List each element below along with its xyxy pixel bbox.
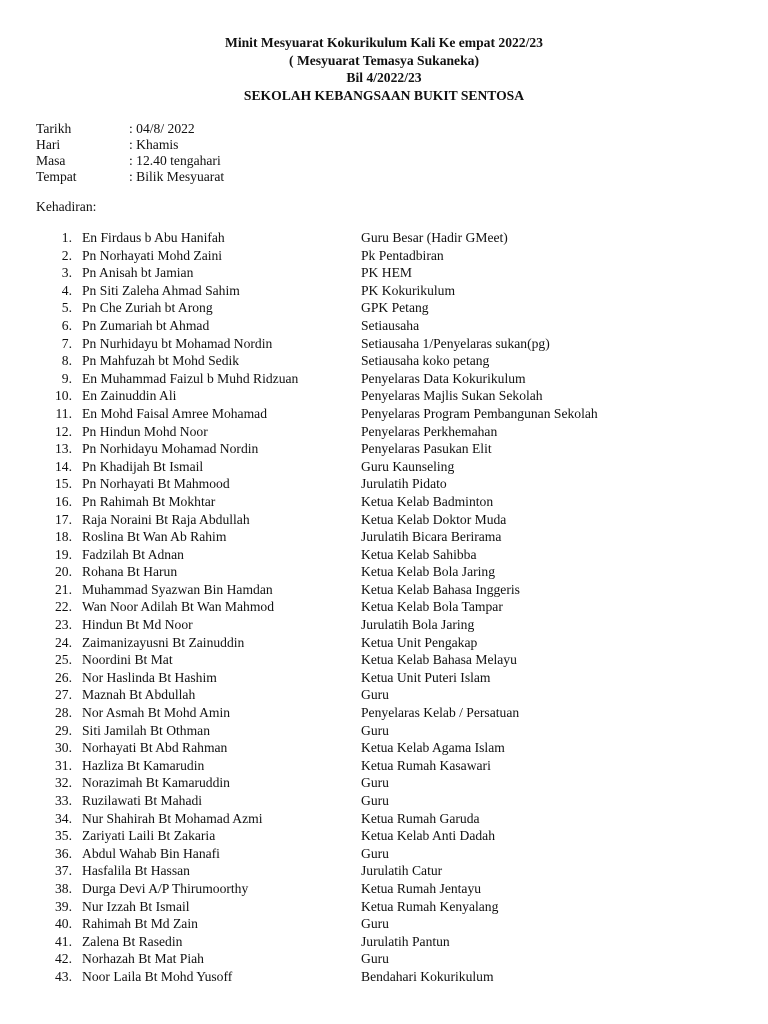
- attendee-name: Pn Khadijah Bt Ismail: [82, 458, 204, 474]
- attendee-row: [0, 370, 768, 388]
- meta-value: : Khamis: [129, 137, 179, 152]
- attendee-name: Durga Devi A/P Thirumoorthy: [82, 880, 249, 896]
- attendee-name: Maznah Bt Abdullah: [82, 687, 196, 703]
- attendee-row: [0, 933, 768, 951]
- attendee-name: Hazliza Bt Kamarudin: [82, 757, 205, 773]
- attendee-name: En Firdaus b Abu Hanifah: [82, 230, 225, 245]
- attendee-row: [0, 511, 768, 529]
- attendee-row: [0, 739, 768, 757]
- attendee-role: Ketua Kelab Bahasa Inggeris: [361, 581, 520, 597]
- attendee-row: [0, 299, 768, 317]
- attendee-row: [0, 704, 768, 722]
- attendee-role: Ketua Kelab Sahibba: [361, 546, 477, 562]
- attendee-role: Penyelaras Program Pembangunan Sekolah: [361, 405, 598, 421]
- attendee-role: Jurulatih Pantun: [361, 933, 450, 949]
- attendee-number: 25.: [55, 652, 72, 668]
- attendee-row: [0, 264, 768, 282]
- attendee-role: Setiausaha 1/Penyelaras sukan(pg): [361, 335, 550, 351]
- attendee-number: 42.: [55, 951, 72, 967]
- attendee-number: 9.: [61, 370, 72, 386]
- attendee-row: [0, 950, 768, 968]
- attendee-role: Guru: [361, 916, 389, 932]
- attendee-row: [0, 317, 768, 335]
- attendee-number: 16.: [55, 493, 72, 509]
- attendee-number: 32.: [55, 775, 72, 791]
- attendee-role: Guru: [361, 951, 389, 967]
- attendee-row: [0, 757, 768, 775]
- attendee-number: 8.: [61, 353, 72, 369]
- attendee-list: [0, 229, 768, 986]
- attendee-row: [0, 810, 768, 828]
- attendee-row: [0, 651, 768, 669]
- attendee-name: Pn Rahimah Bt Mokhtar: [82, 493, 216, 509]
- attendee-row: [0, 616, 768, 634]
- attendee-row: [0, 792, 768, 810]
- title-line-1: Minit Mesyuarat Kokurikulum Kali Ke empat 2022/23: [225, 35, 543, 50]
- document-title: [0, 34, 768, 104]
- attendee-number: 41.: [55, 933, 72, 949]
- attendee-row: [0, 898, 768, 916]
- attendee-row: [0, 774, 768, 792]
- attendee-number: 23.: [55, 617, 72, 633]
- attendee-role: Penyelaras Data Kokurikulum: [361, 370, 526, 386]
- attendee-role: Penyelaras Majlis Sukan Sekolah: [361, 388, 543, 404]
- attendee-name: Pn Norhayati Mohd Zaini: [82, 247, 223, 263]
- attendee-number: 15.: [55, 476, 72, 492]
- attendee-role: Penyelaras Perkhemahan: [361, 423, 498, 439]
- attendee-role: Ketua Kelab Bahasa Melayu: [361, 652, 517, 668]
- attendee-row: [0, 493, 768, 511]
- attendee-row: [0, 546, 768, 564]
- attendee-name: Nor Asmah Bt Mohd Amin: [82, 705, 231, 721]
- attendee-row: [0, 669, 768, 687]
- attendee-name: Nor Haslinda Bt Hashim: [82, 669, 217, 685]
- attendee-name: Siti Jamilah Bt Othman: [82, 722, 211, 738]
- attendee-number: 38.: [55, 880, 72, 896]
- attendee-number: 5.: [61, 300, 72, 316]
- attendee-number: 35.: [55, 828, 72, 844]
- meta-label: Tempat: [36, 169, 77, 184]
- attendee-name: Zariyati Laili Bt Zakaria: [82, 828, 216, 844]
- attendee-role: Ketua Rumah Garuda: [361, 810, 480, 826]
- attendee-row: [0, 581, 768, 599]
- meta-label: Hari: [36, 137, 61, 152]
- attendee-role: Guru: [361, 793, 389, 808]
- attendee-number: 31.: [55, 757, 72, 773]
- attendee-role: Guru Kaunseling: [361, 458, 455, 474]
- attendee-row: [0, 827, 768, 845]
- attendee-name: Rohana Bt Harun: [82, 564, 178, 580]
- attendee-row: [0, 440, 768, 458]
- attendee-name: Pn Norhidayu Mohamad Nordin: [82, 441, 259, 457]
- attendee-name: Pn Mahfuzah bt Mohd Sedik: [82, 353, 240, 369]
- attendee-name: Norazimah Bt Kamaruddin: [82, 775, 230, 791]
- attendance-heading: Kehadiran:: [36, 199, 97, 214]
- meta-value: : Bilik Mesyuarat: [129, 169, 225, 184]
- attendee-number: 20.: [55, 564, 72, 580]
- attendee-row: [0, 335, 768, 353]
- attendee-row: [0, 405, 768, 423]
- attendee-name: Pn Nurhidayu bt Mohamad Nordin: [82, 335, 273, 351]
- attendee-row: [0, 352, 768, 370]
- attendee-row: [0, 563, 768, 581]
- attendee-row: [0, 423, 768, 441]
- attendee-row: [0, 634, 768, 652]
- attendee-name: Noor Laila Bt Mohd Yusoff: [82, 968, 233, 984]
- attendee-row: [0, 880, 768, 898]
- attendee-number: 3.: [61, 265, 72, 281]
- attendee-role: Guru: [361, 722, 389, 738]
- attendee-role: Jurulatih Bicara Berirama: [361, 529, 502, 545]
- attendee-name: Norhayati Bt Abd Rahman: [82, 740, 228, 756]
- attendee-number: 14.: [55, 458, 72, 474]
- attendee-row: [0, 229, 768, 247]
- attendee-name: En Zainuddin Ali: [82, 388, 177, 404]
- attendee-role: Guru: [361, 775, 389, 791]
- attendee-row: [0, 915, 768, 933]
- meta-label: Masa: [36, 153, 66, 168]
- attendee-number: 28.: [55, 705, 72, 721]
- attendee-name: Zalena Bt Rasedin: [82, 933, 183, 949]
- attendee-number: 2.: [61, 247, 72, 263]
- attendee-number: 33.: [55, 793, 72, 808]
- attendee-role: Setiausaha koko petang: [361, 353, 490, 369]
- attendee-number: 12.: [55, 423, 72, 439]
- attendee-number: 18.: [55, 529, 72, 545]
- attendee-name: Rahimah Bt Md Zain: [82, 916, 198, 932]
- meta-value: : 12.40 tengahari: [129, 153, 221, 168]
- attendee-number: 36.: [55, 845, 72, 861]
- attendee-name: Pn Anisah bt Jamian: [82, 265, 194, 281]
- attendee-name: Pn Norhayati Bt Mahmood: [82, 476, 230, 492]
- attendee-name: Zaimanizayusni Bt Zainuddin: [82, 634, 245, 650]
- attendee-role: Pk Pentadbiran: [361, 247, 444, 263]
- attendee-row: [0, 458, 768, 476]
- attendee-number: 11.: [55, 405, 72, 421]
- attendee-number: 40.: [55, 916, 72, 932]
- attendee-role: Ketua Kelab Bola Jaring: [361, 564, 496, 580]
- attendee-number: 26.: [55, 669, 72, 685]
- title-line-3: Bil 4/2022/23: [346, 70, 422, 85]
- attendee-name: Hindun Bt Md Noor: [82, 617, 193, 633]
- title-line-4: SEKOLAH KEBANGSAAN BUKIT SENTOSA: [243, 87, 525, 103]
- attendee-name: Pn Hindun Mohd Noor: [82, 423, 208, 439]
- attendee-role: Ketua Rumah Jentayu: [361, 880, 482, 896]
- attendee-role: Guru: [361, 687, 389, 703]
- attendee-name: Fadzilah Bt Adnan: [82, 546, 184, 562]
- attendee-role: Ketua Kelab Anti Dadah: [361, 828, 496, 844]
- attendee-role: Bendahari Kokurikulum: [361, 968, 494, 984]
- attendee-number: 10.: [55, 388, 72, 404]
- attendee-name: En Muhammad Faizul b Muhd Ridzuan: [82, 370, 299, 386]
- attendee-name: Norhazah Bt Mat Piah: [82, 951, 204, 967]
- attendee-row: [0, 528, 768, 546]
- attendee-number: 39.: [55, 898, 72, 914]
- attendee-role: PK Kokurikulum: [361, 282, 456, 298]
- attendee-number: 30.: [55, 740, 72, 756]
- attendee-role: GPK Petang: [361, 300, 429, 316]
- attendee-number: 22.: [55, 599, 72, 615]
- attendee-role: Ketua Rumah Kenyalang: [361, 898, 499, 914]
- attendee-name: Pn Che Zuriah bt Arong: [82, 300, 213, 316]
- attendee-role: Ketua Kelab Agama Islam: [361, 740, 505, 756]
- attendee-name: Nur Izzah Bt Ismail: [82, 898, 190, 914]
- attendee-number: 1.: [61, 230, 72, 245]
- attendee-number: 13.: [55, 441, 72, 457]
- attendee-role: Guru: [361, 845, 389, 861]
- attendee-name: Pn Siti Zaleha Ahmad Sahim: [82, 282, 240, 298]
- attendee-role: Setiausaha: [361, 317, 420, 333]
- attendee-row: [0, 968, 768, 986]
- attendee-role: Jurulatih Bola Jaring: [361, 617, 475, 633]
- attendee-role: Ketua Kelab Bola Tampar: [361, 599, 503, 615]
- attendee-row: [0, 686, 768, 704]
- attendee-row: [0, 845, 768, 863]
- attendee-role: Guru Besar (Hadir GMeet): [361, 230, 508, 245]
- attendee-row: [0, 387, 768, 405]
- attendee-number: 43.: [55, 968, 72, 984]
- attendee-row: [0, 722, 768, 740]
- attendee-row: [0, 475, 768, 493]
- meta-value: : 04/8/ 2022: [129, 121, 195, 136]
- attendee-row: [0, 282, 768, 300]
- attendee-number: 17.: [55, 511, 72, 527]
- attendee-role: Penyelaras Pasukan Elit: [361, 441, 492, 457]
- attendee-name: Abdul Wahab Bin Hanafi: [82, 845, 220, 861]
- attendee-number: 4.: [61, 282, 72, 298]
- attendee-role: Ketua Unit Pengakap: [361, 634, 478, 650]
- attendee-name: Roslina Bt Wan Ab Rahim: [82, 529, 227, 545]
- attendee-row: [0, 247, 768, 265]
- attendee-number: 37.: [55, 863, 72, 879]
- meta-label: Tarikh: [36, 121, 72, 136]
- attendee-role: Ketua Kelab Doktor Muda: [361, 511, 507, 527]
- attendee-role: PK HEM: [361, 265, 412, 281]
- attendee-row: [0, 598, 768, 616]
- attendee-name: Raja Noraini Bt Raja Abdullah: [82, 511, 250, 527]
- attendee-role: Penyelaras Kelab / Persatuan: [361, 705, 520, 721]
- attendee-name: Muhammad Syazwan Bin Hamdan: [82, 581, 273, 597]
- attendee-number: 27.: [55, 687, 72, 703]
- attendee-role: Ketua Unit Puteri Islam: [361, 669, 491, 685]
- attendee-role: Ketua Rumah Kasawari: [361, 757, 491, 773]
- attendee-role: Ketua Kelab Badminton: [361, 493, 494, 509]
- attendee-row: [0, 862, 768, 880]
- attendee-role: Jurulatih Pidato: [361, 476, 447, 492]
- attendee-name: En Mohd Faisal Amree Mohamad: [82, 405, 267, 421]
- attendee-number: 24.: [55, 634, 72, 650]
- attendee-name: Wan Noor Adilah Bt Wan Mahmod: [82, 599, 275, 615]
- title-line-2: ( Mesyuarat Temasya Sukaneka): [289, 52, 479, 68]
- attendee-number: 21.: [55, 581, 72, 597]
- attendee-number: 7.: [61, 335, 72, 351]
- attendee-name: Hasfalila Bt Hassan: [82, 863, 190, 879]
- attendee-number: 29.: [55, 722, 72, 738]
- attendee-name: Noordini Bt Mat: [82, 652, 173, 668]
- attendee-number: 34.: [55, 810, 72, 826]
- attendee-name: Pn Zumariah bt Ahmad: [82, 317, 210, 333]
- attendee-number: 6.: [61, 317, 72, 333]
- attendee-role: Jurulatih Catur: [361, 863, 443, 879]
- attendee-name: Ruzilawati Bt Mahadi: [82, 793, 203, 808]
- attendee-name: Nur Shahirah Bt Mohamad Azmi: [82, 810, 263, 826]
- attendee-number: 19.: [55, 546, 72, 562]
